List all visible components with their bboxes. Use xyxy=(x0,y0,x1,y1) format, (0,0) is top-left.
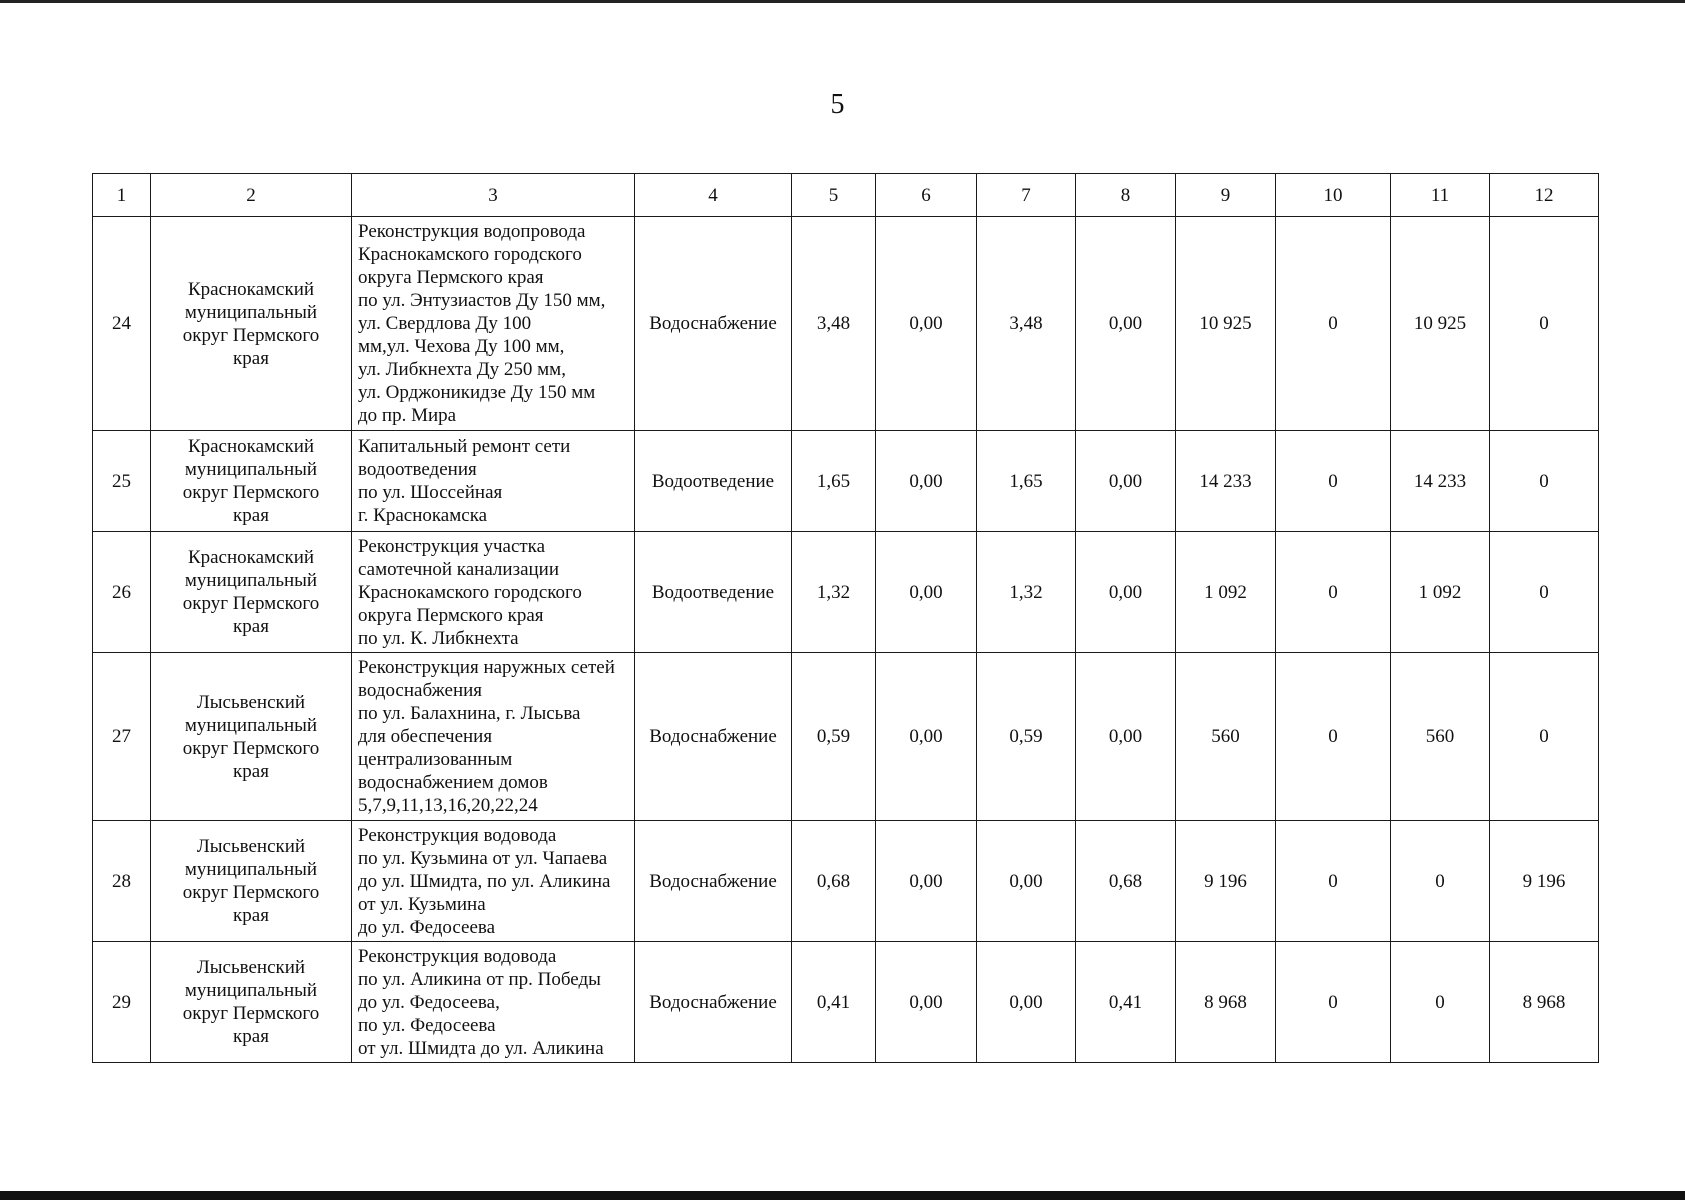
value-cell-7: 0,59 xyxy=(977,653,1076,821)
value-cell-8: 0,00 xyxy=(1076,653,1176,821)
value-cell-12: 0 xyxy=(1490,217,1599,431)
value-cell-12: 9 196 xyxy=(1490,821,1599,942)
value-cell-10: 0 xyxy=(1276,653,1391,821)
municipality-cell xyxy=(151,821,352,942)
municipality-line: Краснокамский xyxy=(187,278,315,300)
investment-program-table xyxy=(92,173,1599,1063)
value-cell-5: 1,65 xyxy=(792,431,876,532)
row-number-cell: 24 xyxy=(93,217,151,431)
description-cell xyxy=(352,217,635,431)
value-cell-8: 0,68 xyxy=(1076,821,1176,942)
municipality-cell xyxy=(151,431,352,532)
value-cell-6: 0,00 xyxy=(876,532,977,653)
description-line: водоотведения xyxy=(358,459,477,480)
utility-type-cell: Водоснабжение xyxy=(635,653,792,821)
value-cell-11: 0 xyxy=(1391,821,1490,942)
description-line: Реконструкция водопровода xyxy=(358,221,586,242)
value-cell-8: 0,00 xyxy=(1076,431,1176,532)
value-cell-7: 0,00 xyxy=(977,821,1076,942)
value-cell-11: 14 233 xyxy=(1391,431,1490,532)
municipality-line: муниципальный xyxy=(184,980,318,1001)
value-cell-7: 3,48 xyxy=(977,217,1076,431)
municipality-cell xyxy=(151,942,352,1063)
municipality-line: округ Пермского xyxy=(182,1003,320,1024)
value-cell-12: 0 xyxy=(1490,431,1599,532)
municipality-line: Краснокамский xyxy=(187,436,315,457)
description-line: округа Пермского края xyxy=(358,267,544,288)
description-line: централизованным xyxy=(358,749,513,770)
value-cell-10: 0 xyxy=(1276,431,1391,532)
utility-type-cell: Водоотведение xyxy=(635,431,792,532)
value-cell-6: 0,00 xyxy=(876,653,977,821)
description-cell xyxy=(352,653,635,821)
value-cell-9: 9 196 xyxy=(1176,821,1276,942)
value-cell-6: 0,00 xyxy=(876,431,977,532)
value-cell-10: 0 xyxy=(1276,821,1391,942)
utility-type-cell: Водоснабжение xyxy=(635,821,792,942)
description-line: Реконструкция наружных сетей xyxy=(358,657,615,678)
municipality-line: муниципальный xyxy=(184,859,318,880)
description-cell xyxy=(352,431,635,532)
description-line: Реконструкция водовода xyxy=(358,945,557,967)
value-cell-12: 8 968 xyxy=(1490,942,1599,1063)
description-line: по ул. Балахнина, г. Лысьва xyxy=(358,703,581,724)
description-line: от ул. Шмидта до ул. Аликина xyxy=(358,1037,604,1059)
value-cell-5: 1,32 xyxy=(792,532,876,653)
header-col-4: 4 xyxy=(635,174,792,217)
table-row xyxy=(93,942,1599,1063)
value-cell-11: 10 925 xyxy=(1391,217,1490,431)
description-line: Реконструкция водовода xyxy=(358,824,557,846)
table-header xyxy=(93,174,1599,217)
description-line: Краснокамского городского xyxy=(358,244,582,265)
municipality-line: Лысьвенский xyxy=(196,957,306,978)
value-cell-10: 0 xyxy=(1276,217,1391,431)
description-line: по ул. Кузьмина от ул. Чапаева xyxy=(358,847,608,869)
municipality-line: края xyxy=(233,1026,269,1047)
description-line: до ул. Федосеева xyxy=(358,916,496,938)
value-cell-9: 10 925 xyxy=(1176,217,1276,431)
scan-bottom-edge xyxy=(0,1191,1685,1200)
row-number-cell: 28 xyxy=(93,821,151,942)
table-row xyxy=(93,217,1599,431)
description-line: г. Краснокамска xyxy=(358,505,488,526)
header-row xyxy=(93,174,1599,217)
table-row xyxy=(93,532,1599,653)
description-line: мм,ул. Чехова Ду 100 мм, xyxy=(358,336,565,357)
header-col-11: 11 xyxy=(1391,174,1490,217)
utility-type-cell: Водоотведение xyxy=(635,532,792,653)
header-col-5: 5 xyxy=(792,174,876,217)
value-cell-12: 0 xyxy=(1490,653,1599,821)
municipality-line: Лысьвенский xyxy=(196,691,306,713)
header-col-12: 12 xyxy=(1490,174,1599,217)
utility-type-cell: Водоснабжение xyxy=(635,217,792,431)
municipality-cell xyxy=(151,217,352,431)
description-line: до ул. Федосеева, xyxy=(358,991,500,1013)
municipality-line: края xyxy=(233,760,269,782)
header-col-9: 9 xyxy=(1176,174,1276,217)
header-col-10: 10 xyxy=(1276,174,1391,217)
row-number-cell: 29 xyxy=(93,942,151,1063)
description-line: по ул. Федосеева xyxy=(358,1014,496,1036)
value-cell-7: 1,32 xyxy=(977,532,1076,653)
description-line: по ул. Шоссейная xyxy=(358,482,503,503)
value-cell-8: 0,00 xyxy=(1076,217,1176,431)
description-line: ул. Орджоникидзе Ду 150 мм xyxy=(358,382,596,403)
description-cell xyxy=(352,821,635,942)
municipality-line: края xyxy=(233,347,269,369)
table-row xyxy=(93,431,1599,532)
municipality-line: Лысьвенский xyxy=(196,836,306,857)
row-number-cell: 25 xyxy=(93,431,151,532)
municipality-line: округ Пермского xyxy=(182,882,320,903)
value-cell-5: 3,48 xyxy=(792,217,876,431)
description-cell xyxy=(352,532,635,653)
row-number-cell: 26 xyxy=(93,532,151,653)
description-line: по ул. К. Либкнехта xyxy=(358,627,519,649)
description-line: до пр. Мира xyxy=(358,405,457,426)
value-cell-9: 560 xyxy=(1176,653,1276,821)
value-cell-5: 0,68 xyxy=(792,821,876,942)
municipality-line: муниципальный xyxy=(184,301,318,323)
value-cell-5: 0,41 xyxy=(792,942,876,1063)
municipality-cell xyxy=(151,532,352,653)
description-line: Реконструкция участка xyxy=(358,535,546,557)
value-cell-5: 0,59 xyxy=(792,653,876,821)
description-line: от ул. Кузьмина xyxy=(358,893,486,915)
value-cell-8: 0,41 xyxy=(1076,942,1176,1063)
table-row xyxy=(93,821,1599,942)
description-line: для обеспечения xyxy=(358,726,493,747)
description-cell xyxy=(352,942,635,1063)
description-line: водоснабжением домов xyxy=(358,772,548,793)
description-line: ул. Свердлова Ду 100 xyxy=(358,313,532,334)
scan-top-edge xyxy=(0,0,1685,3)
description-line: по ул. Энтузиастов Ду 150 мм, xyxy=(358,290,606,311)
municipality-line: края xyxy=(233,505,269,526)
description-line: ул. Либкнехта Ду 250 мм, xyxy=(358,359,566,380)
value-cell-9: 1 092 xyxy=(1176,532,1276,653)
header-col-2: 2 xyxy=(151,174,352,217)
municipality-line: края xyxy=(233,905,269,926)
municipality-line: муниципальный xyxy=(184,459,318,480)
table-row xyxy=(93,653,1599,821)
value-cell-9: 8 968 xyxy=(1176,942,1276,1063)
description-line: до ул. Шмидта, по ул. Аликина xyxy=(358,870,611,892)
municipality-line: округ Пермского xyxy=(182,324,320,346)
municipality-line: муниципальный xyxy=(184,714,318,736)
value-cell-6: 0,00 xyxy=(876,942,977,1063)
value-cell-11: 0 xyxy=(1391,942,1490,1063)
description-line: Капитальный ремонт сети xyxy=(358,436,571,457)
municipality-cell xyxy=(151,653,352,821)
value-cell-12: 0 xyxy=(1490,532,1599,653)
value-cell-8: 0,00 xyxy=(1076,532,1176,653)
value-cell-7: 0,00 xyxy=(977,942,1076,1063)
header-col-1: 1 xyxy=(93,174,151,217)
value-cell-10: 0 xyxy=(1276,532,1391,653)
description-line: самотечной канализации xyxy=(358,558,560,580)
value-cell-7: 1,65 xyxy=(977,431,1076,532)
row-number-cell: 27 xyxy=(93,653,151,821)
municipality-line: округ Пермского xyxy=(182,737,320,759)
header-col-7: 7 xyxy=(977,174,1076,217)
table-body xyxy=(93,217,1599,1063)
value-cell-11: 560 xyxy=(1391,653,1490,821)
municipality-line: муниципальный xyxy=(184,570,318,591)
municipality-line: края xyxy=(233,616,269,637)
value-cell-9: 14 233 xyxy=(1176,431,1276,532)
header-col-8: 8 xyxy=(1076,174,1176,217)
description-line: 5,7,9,11,13,16,20,22,24 xyxy=(358,795,538,816)
utility-type-cell: Водоснабжение xyxy=(635,942,792,1063)
description-line: водоснабжения xyxy=(358,680,483,701)
description-line: Краснокамского городского xyxy=(358,581,582,603)
value-cell-11: 1 092 xyxy=(1391,532,1490,653)
value-cell-6: 0,00 xyxy=(876,821,977,942)
municipality-line: округ Пермского xyxy=(182,482,320,503)
header-col-3: 3 xyxy=(352,174,635,217)
value-cell-10: 0 xyxy=(1276,942,1391,1063)
description-line: округа Пермского края xyxy=(358,604,544,626)
municipality-line: Краснокамский xyxy=(187,547,315,568)
description-line: по ул. Аликина от пр. Победы xyxy=(358,968,601,990)
page-number: 5 xyxy=(830,89,845,120)
municipality-line: округ Пермского xyxy=(182,593,320,614)
value-cell-6: 0,00 xyxy=(876,217,977,431)
header-col-6: 6 xyxy=(876,174,977,217)
